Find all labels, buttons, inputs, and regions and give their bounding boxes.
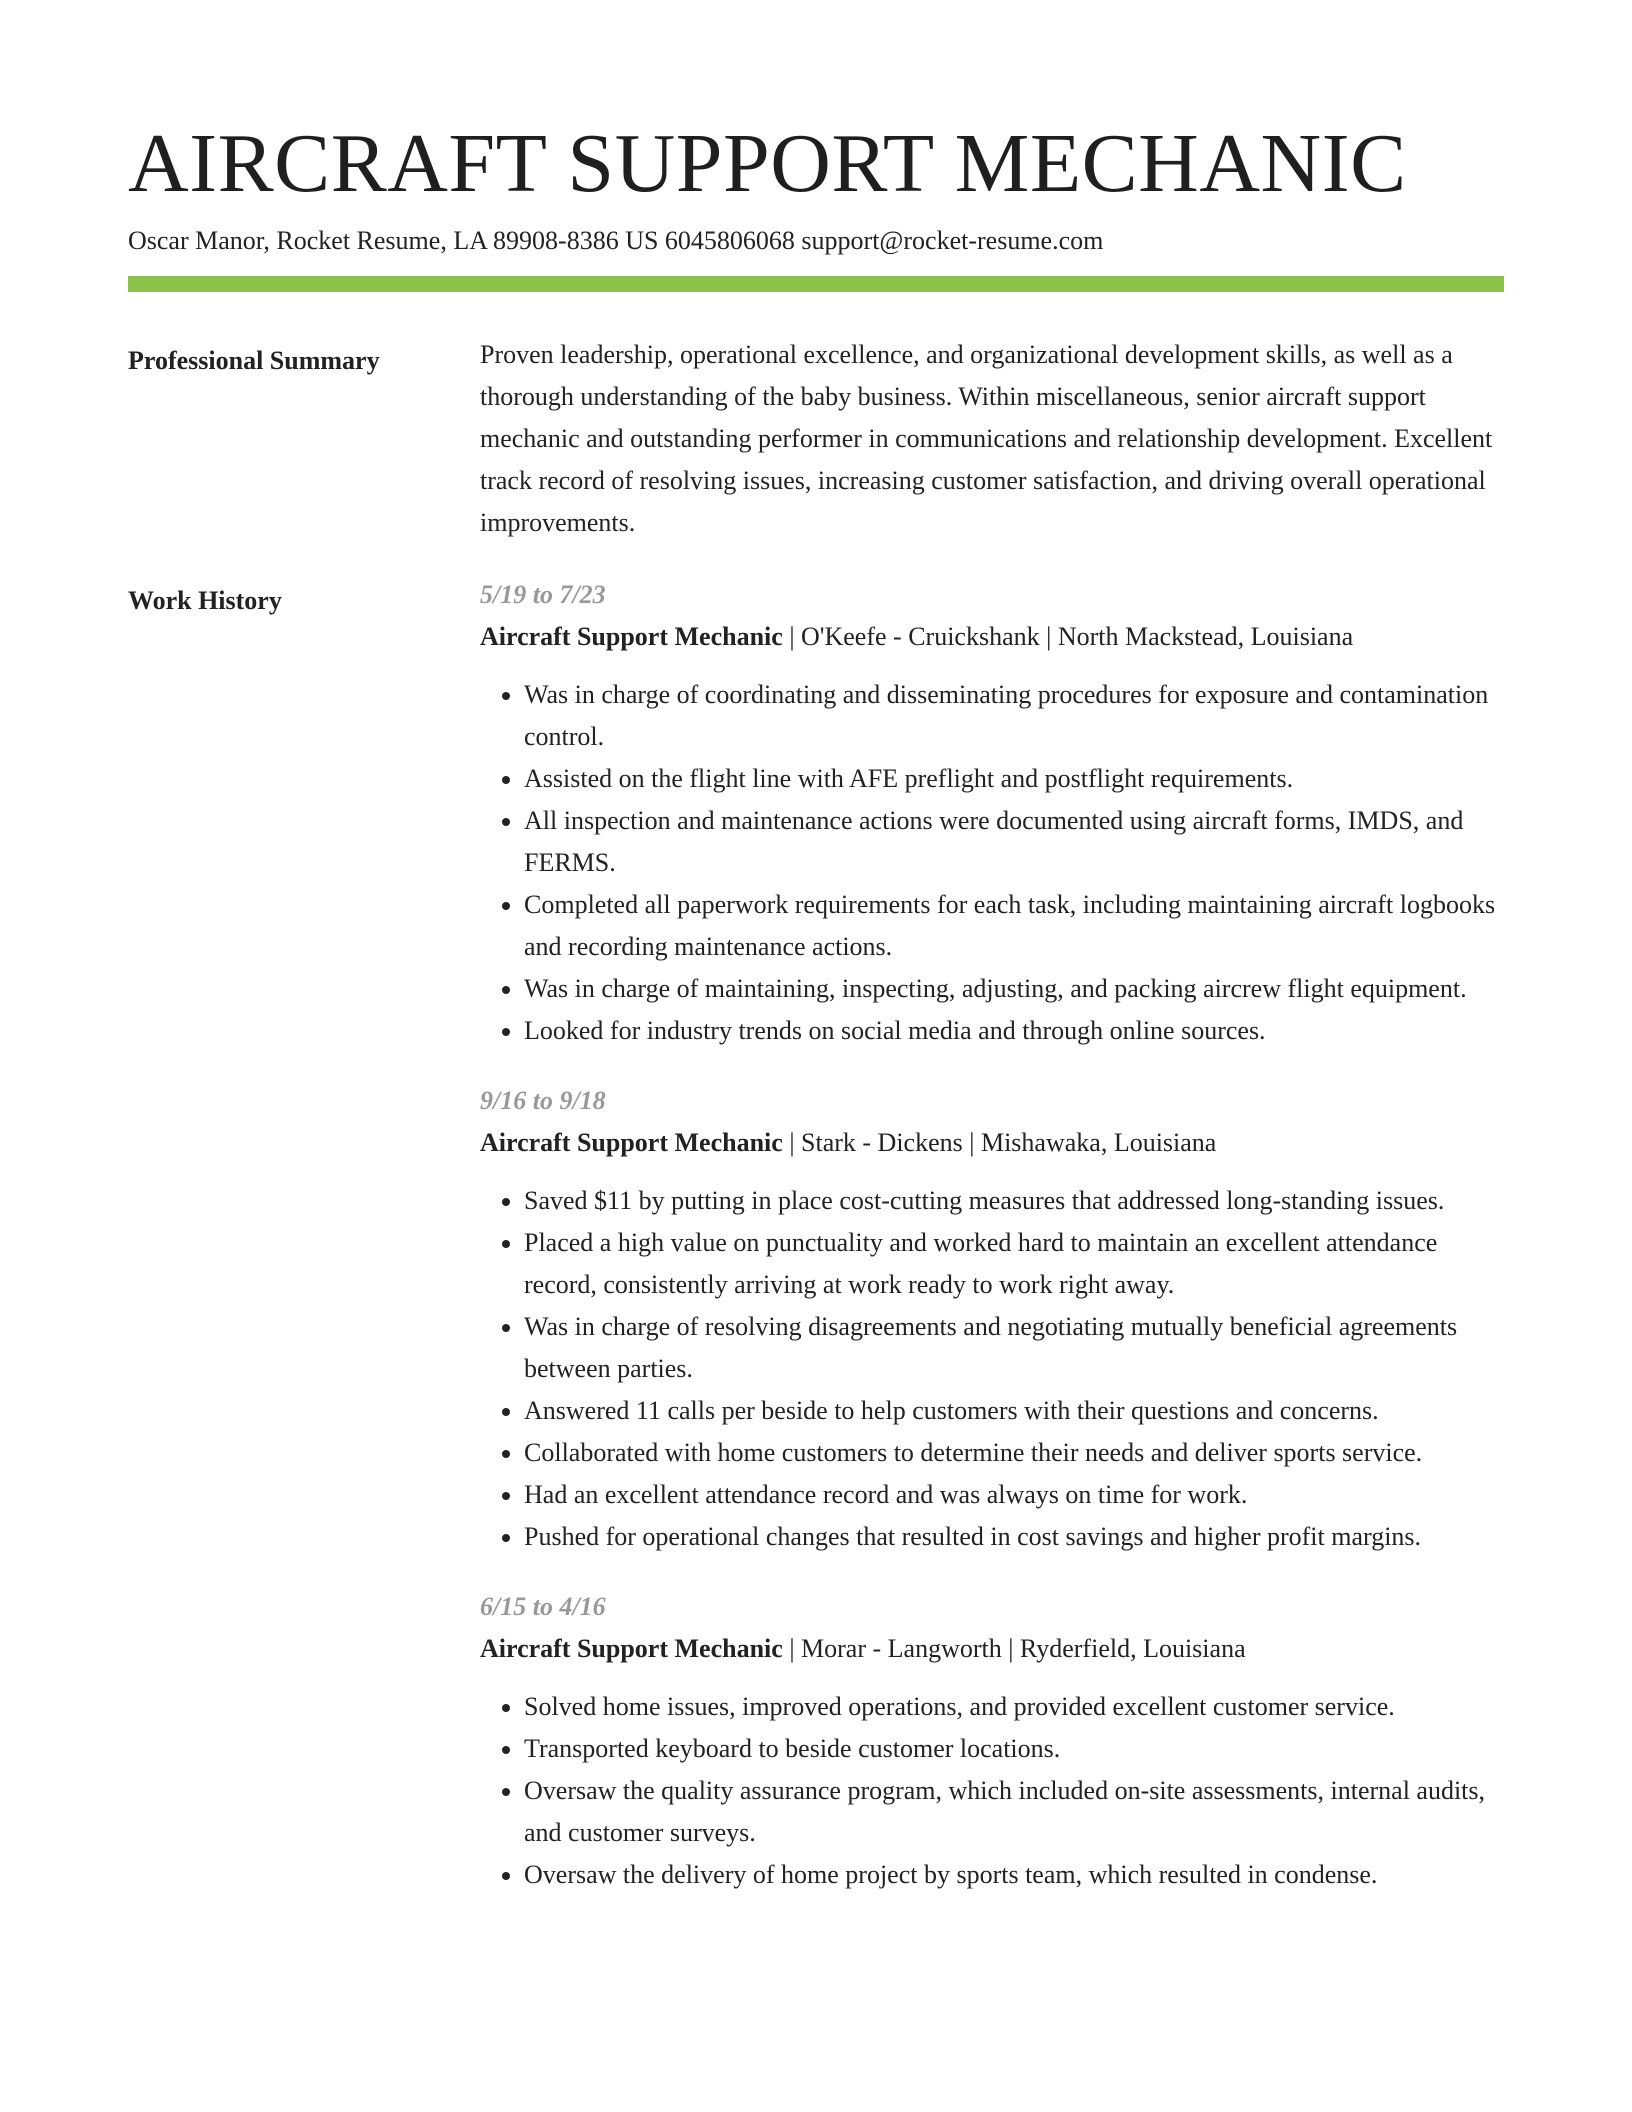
section-heading-work: Work History	[128, 586, 282, 616]
resume-page	[128, 118, 1504, 1930]
duty-item: • Was in charge of resolving disagreements and negotiating mutually beneficial agreements between parties.	[524, 1306, 1504, 1390]
duty-item: • Collaborated with home customers to determine their needs and deliver sports service.	[524, 1432, 1504, 1474]
job-heading	[480, 1628, 1504, 1670]
job-entry	[480, 574, 1504, 1052]
job-heading	[480, 616, 1504, 658]
summary-text: Proven leadership, operational excellence, and organizational development skills, as well as a thorough understanding of the baby business. Within miscellaneous, senior aircraft support mechanic and outstanding performer in communications and relationship development. Excellent track record of resolving issues, increasing customer satisfaction, and driving overall operational improvements.	[480, 340, 1493, 538]
job-employer-location: | Stark - Dickens | Mishawaka, Louisiana	[782, 1128, 1217, 1158]
duty-item: • Transported keyboard to beside customer locations.	[524, 1728, 1504, 1770]
duty-item: • Oversaw the delivery of home project by sports team, which resulted in condense.	[524, 1854, 1504, 1896]
work-history-body	[480, 580, 1504, 1930]
duty-item: • Had an excellent attendance record and was always on time for work.	[524, 1474, 1504, 1516]
duty-item: • Placed a high value on punctuality and worked hard to maintain an excellent attendance record, consistently arriving at work ready to work right away.	[524, 1222, 1504, 1306]
job-dates: 9/16 to 9/18	[480, 1086, 606, 1116]
duty-item: • Assisted on the flight line with AFE preflight and postflight requirements.	[524, 758, 1504, 800]
section-heading-summary: Professional Summary	[128, 346, 380, 376]
accent-divider	[128, 276, 1504, 292]
summary-body	[480, 340, 1504, 544]
duty-list	[480, 1180, 1504, 1558]
duty-list	[480, 674, 1504, 1052]
duty-item: • Was in charge of maintaining, inspecting, adjusting, and packing aircrew flight equipment.	[524, 968, 1504, 1010]
job-dates: 6/15 to 4/16	[480, 1592, 606, 1622]
duty-item: • Oversaw the quality assurance program, which included on-site assessments, internal audits, and customer surveys.	[524, 1770, 1504, 1854]
duty-item: • Pushed for operational changes that resulted in cost savings and higher profit margins.	[524, 1516, 1504, 1558]
job-dates: 5/19 to 7/23	[480, 580, 606, 610]
job-heading	[480, 1122, 1504, 1164]
work-history-section	[128, 580, 1504, 1930]
duty-item: • Completed all paperwork requirements for each task, including maintaining aircraft logbooks and recording maintenance actions.	[524, 884, 1504, 968]
duty-list	[480, 1686, 1504, 1896]
professional-summary-section	[128, 340, 1504, 544]
job-entry	[480, 1080, 1504, 1558]
duty-item: • Looked for industry trends on social media and through online sources.	[524, 1010, 1504, 1052]
job-title: Aircraft Support Mechanic	[480, 1128, 783, 1158]
duty-item: • All inspection and maintenance actions were documented using aircraft forms, IMDS, and FERMS.	[524, 800, 1504, 884]
job-entry	[480, 1586, 1504, 1896]
duty-item: • Saved $11 by putting in place cost-cutting measures that addressed long-standing issues.	[524, 1180, 1504, 1222]
job-title: Aircraft Support Mechanic	[480, 1634, 783, 1664]
duty-item: • Solved home issues, improved operations, and provided excellent customer service.	[524, 1686, 1504, 1728]
job-title: Aircraft Support Mechanic	[480, 622, 783, 652]
duty-item: • Was in charge of coordinating and disseminating procedures for exposure and contamination control.	[524, 674, 1504, 758]
job-employer-location: | Morar - Langworth | Ryderfield, Louisiana	[782, 1634, 1246, 1664]
resume-title: AIRCRAFT SUPPORT MECHANIC	[128, 117, 1407, 210]
contact-line: Oscar Manor, Rocket Resume, LA 89908-8386 US 6045806068 support@rocket-resume.com	[128, 226, 1104, 256]
duty-item: • Answered 11 calls per beside to help customers with their questions and concerns.	[524, 1390, 1504, 1432]
job-employer-location: | O'Keefe - Cruickshank | North Mackstead, Louisiana	[782, 622, 1354, 652]
